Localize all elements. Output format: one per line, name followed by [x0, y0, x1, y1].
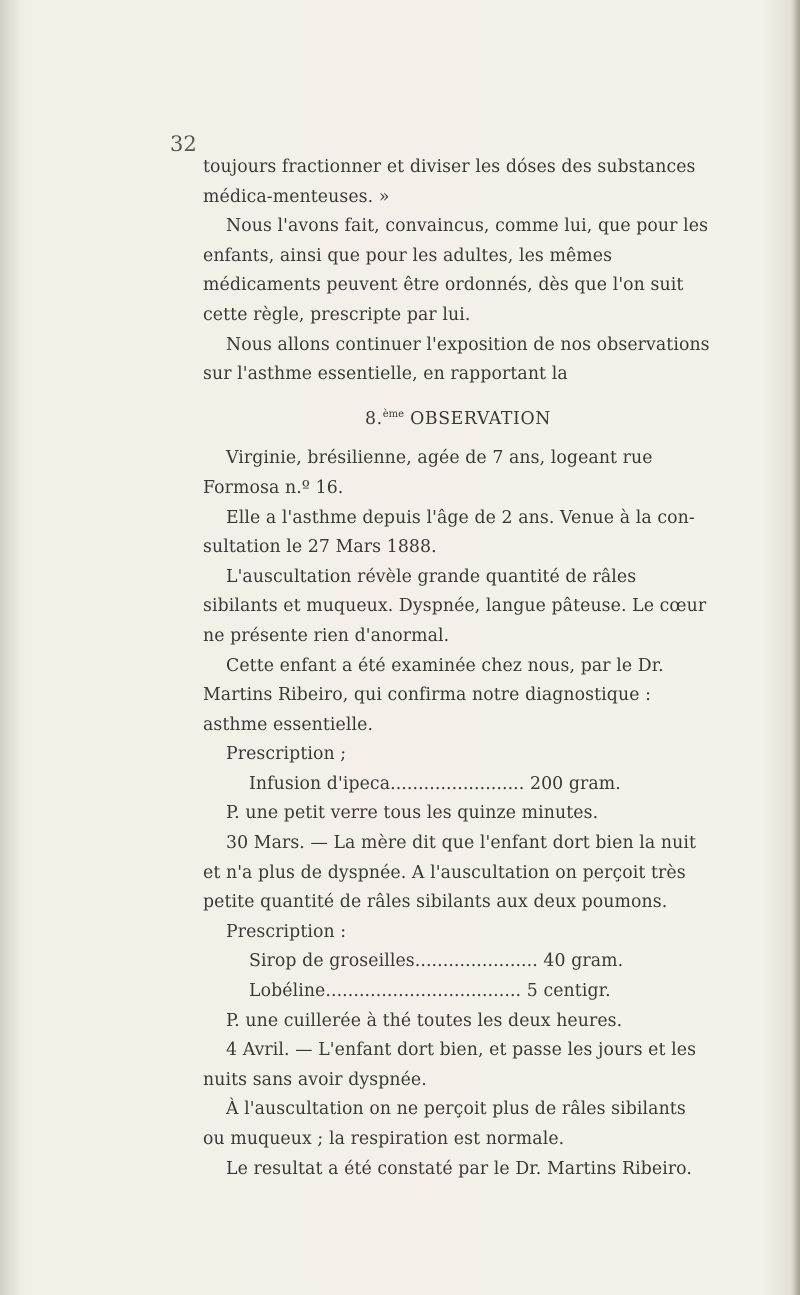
- heading-superscript: ème: [382, 408, 405, 420]
- body-text: [203, 153, 713, 1184]
- paragraph: 30 Mars. — La mère dit que l'enfant dort bien la nuit et n'a plus de dyspnée. A l'auscultation on perçoit très petite quantité de râles sibilants aux deux poumons.: [203, 833, 697, 913]
- prescription-item-name: Lobéline: [249, 981, 326, 1002]
- prescription-label: Prescription :: [226, 921, 347, 942]
- page-right-edge: [792, 0, 800, 1295]
- paragraph: Virginie, brésilienne, agée de 7 ans, logeant rue Formosa n.º 16.: [203, 448, 653, 498]
- paragraph: L'auscultation révèle grande quantité de râles sibilants et muqueux. Dyspnée, langue pâteuse. Le cœur ne présente rien d'anormal.: [203, 566, 707, 646]
- leader-dots: ........................: [390, 773, 525, 794]
- prescription-item-dose: 200 gram.: [524, 773, 621, 794]
- observation-heading: [203, 400, 713, 435]
- prescription-item-name: Sirop de groseilles: [249, 951, 415, 972]
- prescription-item: [203, 770, 713, 800]
- heading-word: OBSERVATION: [404, 408, 551, 429]
- heading-number: 8.: [365, 408, 383, 429]
- paragraph: Nous l'avons fait, convaincus, comme lui, que pour les enfants, ainsi que pour les adultes, les mêmes médicaments peuvent être ordonnés, dès que l'on suit cette règle, prescripte par lui.: [203, 216, 709, 325]
- prescription-item-dose: 40 gram.: [537, 951, 624, 972]
- paragraph: Nous allons continuer l'exposition de nos observations sur l'asthme essentielle, en rapportant la: [203, 334, 710, 385]
- paragraph: À l'auscultation on ne perçoit plus de râles sibilants ou muqueux ; la respiration est normale.: [203, 1099, 686, 1149]
- prescription-item-dose: 5 centigr.: [521, 981, 611, 1002]
- prescription-item: [203, 977, 713, 1007]
- paragraph: Cette enfant a été examinée chez nous, par le Dr. Martins Ribeiro, qui confirma notre diagnostique : asthme essentielle.: [203, 655, 664, 735]
- leader-dots: ...................................: [325, 981, 522, 1002]
- paragraph: 4 Avril. — L'enfant dort bien, et passe les jours et les nuits sans avoir dyspnée.: [203, 1040, 697, 1090]
- page-left-shadow: [0, 0, 22, 1295]
- paragraph: P. une petit verre tous les quinze minutes.: [226, 803, 599, 824]
- prescription-item-name: Infusion d'ipeca: [249, 773, 391, 794]
- prescription-item: [203, 947, 713, 977]
- paragraph: P. une cuillerée à thé toutes les deux heures.: [226, 1010, 623, 1031]
- paragraph: Elle a l'asthme depuis l'âge de 2 ans. Venue à la con-sultation le 27 Mars 1888.: [203, 507, 695, 558]
- page-number: 32: [170, 132, 197, 156]
- paragraph-continuation: toujours fractionner et diviser les dóses des substances médica-menteuses. »: [203, 157, 696, 207]
- paragraph: Le resultat a été constaté par le Dr. Martins Ribeiro.: [226, 1158, 692, 1179]
- leader-dots: ......................: [414, 951, 538, 972]
- prescription-label: Prescription ;: [226, 744, 347, 765]
